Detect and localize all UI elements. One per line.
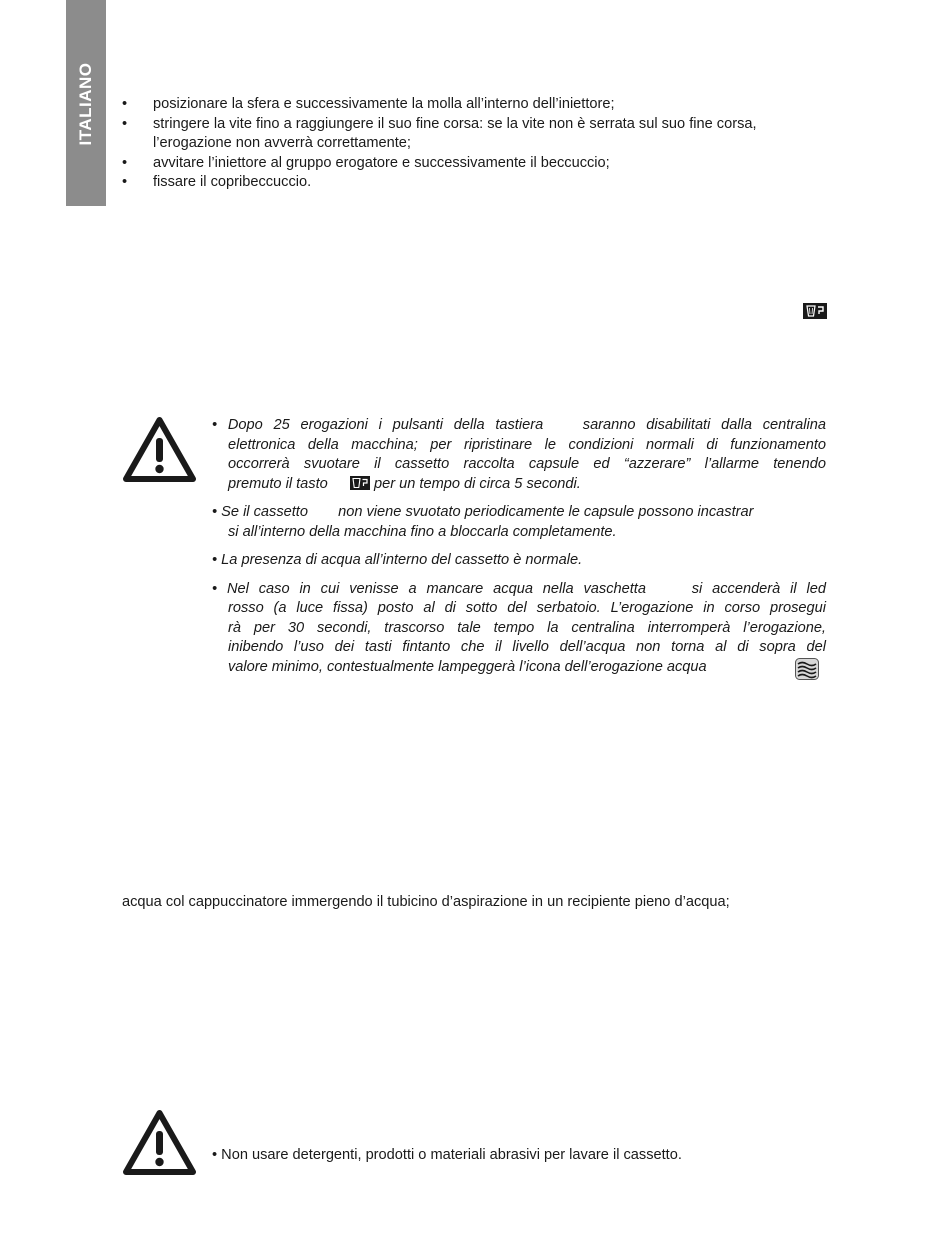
note-line: inibendo l’uso dei tasti fintanto che il livello dell’acqua non torna al di sopra del xyxy=(228,639,826,655)
assembly-steps-list xyxy=(122,95,832,193)
note-line: rà per 30 secondi, trascorso tale tempo la centralina interromperà l’erogazione, xyxy=(228,619,826,636)
bullet: • xyxy=(122,115,128,132)
capsule-drawer-reset-icon xyxy=(350,476,370,490)
note-line xyxy=(212,503,826,523)
list-item-text: avvitare l’iniettore al gruppo erogatore e successivamente il beccuccio; xyxy=(153,154,610,171)
note-text: per un tempo di circa 5 secondi. xyxy=(373,475,581,492)
warning-note xyxy=(212,416,826,494)
note-line xyxy=(212,658,826,678)
hot-water-dispense-icon xyxy=(795,658,819,680)
list-item xyxy=(122,173,832,193)
list-item-text: stringere la vite fino a raggiungere il suo fine corsa: se la vite non è serrata sul suo fine corsa, xyxy=(153,115,757,132)
cleaning-warning-text: • Non usare detergenti, prodotti o materiali abrasivi per lavare il cassetto. xyxy=(212,1147,682,1163)
list-item xyxy=(122,154,832,174)
bullet: • xyxy=(122,154,128,171)
note-text: si accenderà il led xyxy=(691,580,826,597)
bullet: • xyxy=(122,174,128,190)
list-item-text: posizionare la sfera e successivamente la molla all’interno dell’iniettore; xyxy=(153,96,615,112)
note-line xyxy=(212,475,826,495)
language-label: ITALIANO xyxy=(76,62,95,146)
list-item xyxy=(122,115,832,154)
note-text: valore minimo, contestualmente lampeggerà l’icona dell’erogazione acqua xyxy=(228,658,707,675)
warning-triangle-icon xyxy=(122,1109,197,1176)
warning-note xyxy=(212,551,826,571)
note-text: • Dopo 25 erogazioni i pulsanti della tastiera xyxy=(212,417,544,433)
note-line: si all’interno della macchina fino a bloccarla completamente. xyxy=(228,523,617,540)
note-text: saranno disabilitati dalla centralina xyxy=(582,417,827,433)
warning-note xyxy=(212,580,826,678)
note-line: occorrerà svuotare il cassetto raccolta capsule ed “azzerare” l’allarme tenendo xyxy=(228,456,826,472)
list-item-text: fissare il copribeccuccio. xyxy=(153,174,312,190)
list-item xyxy=(122,95,832,115)
cappuccinatore-instruction: acqua col cappuccinatore immergendo il tubicino d’aspirazione in un recipiente pieno d’acqua; xyxy=(122,894,730,910)
note-line xyxy=(212,580,826,600)
note-line: rosso (a luce fissa) posto al di sotto del serbatoio. L’erogazione in corso prosegui xyxy=(228,600,826,616)
list-item-text: l’erogazione non avverrà correttamente; xyxy=(153,135,411,151)
language-side-tab xyxy=(66,0,106,206)
bullet: • xyxy=(122,96,128,112)
note-text: • Nel caso in cui venisse a mancare acqua nella vaschetta xyxy=(212,580,646,597)
note-text: • Se il cassetto xyxy=(212,504,308,520)
note-line xyxy=(212,416,826,436)
warning-triangle-icon xyxy=(122,416,197,483)
note-line: • La presenza di acqua all’interno del cassetto è normale. xyxy=(212,552,583,568)
warning-notes-list xyxy=(212,416,826,686)
note-text: premuto il tasto xyxy=(228,475,328,492)
note-line: elettronica della macchina; per ripristinare le condizioni normali di funzionamento xyxy=(228,436,826,453)
capsule-drawer-reset-icon xyxy=(803,303,827,319)
note-text: non viene svuotato periodicamente le capsule possono incastrar xyxy=(338,504,754,520)
warning-note xyxy=(212,503,826,542)
